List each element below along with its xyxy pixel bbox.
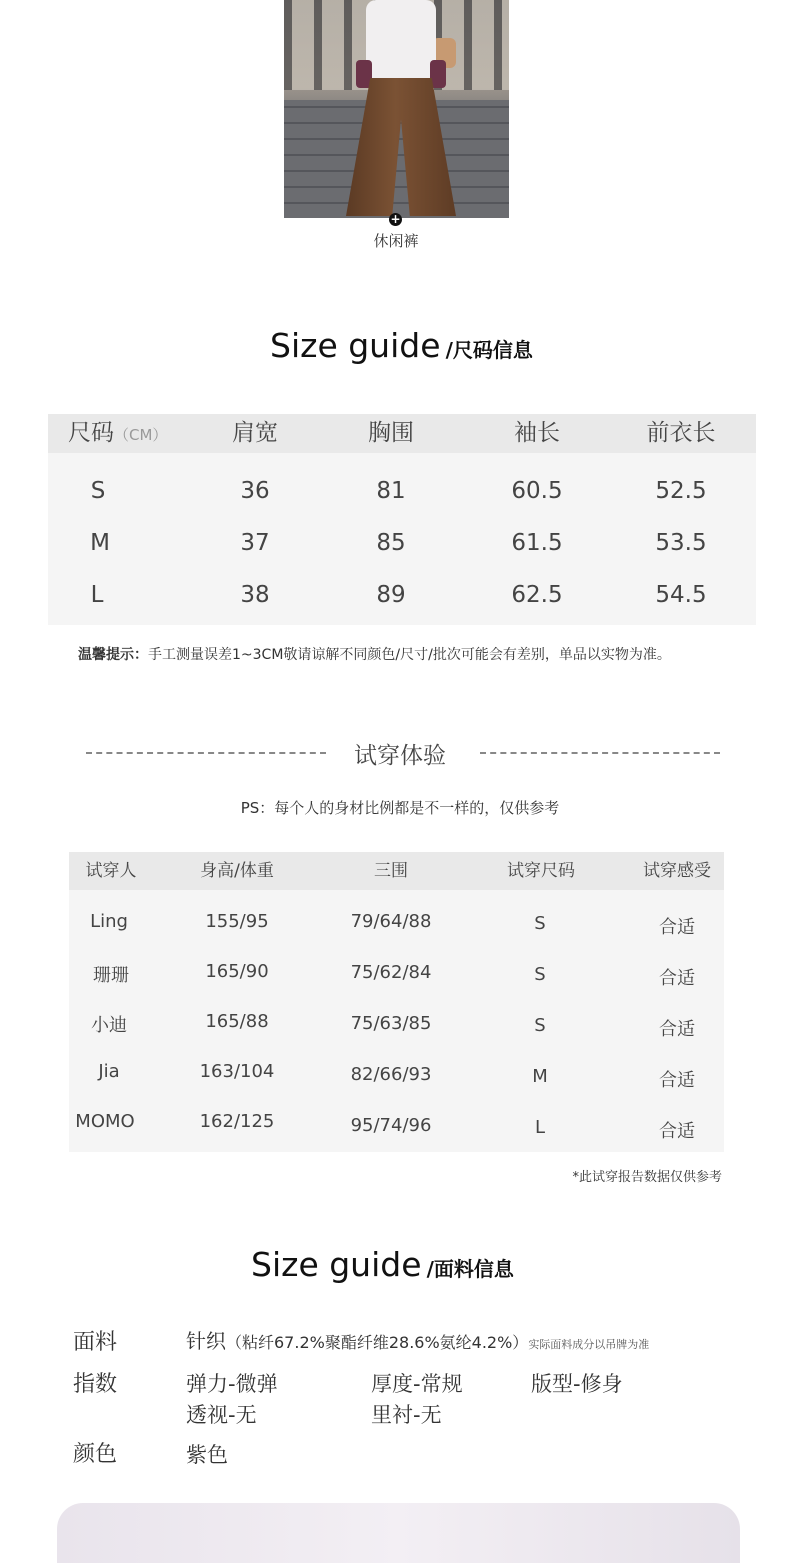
index-thickness: 厚度-常规 [371, 1372, 463, 1396]
fabric-main: 针织 [186, 1329, 226, 1353]
size-cell: 38 [240, 582, 270, 608]
fabric-composition: （粘纤67.2%聚酯纤维28.6%氨纶4.2%） [226, 1333, 529, 1352]
trial-cell: 82/66/93 [350, 1064, 432, 1085]
trial-cell: 95/74/96 [350, 1115, 432, 1136]
size-cell: 53.5 [655, 530, 707, 556]
fabric-guide-heading [251, 1245, 514, 1284]
trial-cell: 75/63/85 [350, 1013, 432, 1034]
size-header-size: 尺码（CM） [68, 420, 168, 446]
size-guide-heading [270, 326, 533, 365]
trial-cell: L [534, 1117, 546, 1138]
size-cell: 85 [376, 530, 406, 556]
trial-cell: MOMO [75, 1111, 135, 1132]
size-table-header [48, 414, 756, 453]
size-cell: 81 [376, 478, 406, 504]
trial-cell: S [534, 1015, 546, 1036]
size-cell: 62.5 [511, 582, 563, 608]
trial-cell: Jia [98, 1061, 120, 1082]
trial-table [69, 852, 724, 1152]
trial-cell: 珊珊 [93, 965, 129, 986]
trial-header-size: 试穿尺码 [507, 861, 575, 881]
trial-header-measurements: 三围 [374, 861, 408, 881]
trial-cell: 合适 [659, 917, 695, 938]
trial-cell: S [534, 913, 546, 934]
size-header-chest: 胸围 [368, 420, 414, 446]
index-fit: 版型-修身 [531, 1372, 623, 1396]
size-unit: （CM） [114, 426, 168, 444]
trial-report-note: *此试穿报告数据仅供参考 [572, 1170, 722, 1185]
tip-label: 温馨提示： [78, 647, 148, 663]
trial-cell: 75/62/84 [350, 962, 432, 983]
index-lining: 里衬-无 [371, 1403, 442, 1427]
index-elasticity: 弹力-微弹 [186, 1372, 278, 1396]
trial-cell: Ling [90, 911, 128, 932]
measurement-tip [78, 644, 671, 664]
size-table [48, 414, 756, 625]
divider-right [480, 752, 720, 754]
size-cell: 37 [240, 530, 270, 556]
trial-ps-note: PS：每个人的身材比例都是不一样的，仅供参考 [240, 799, 560, 817]
size-cell: 54.5 [655, 582, 707, 608]
fabric-label: 面料 [73, 1330, 118, 1355]
trial-cell: 79/64/88 [350, 911, 432, 932]
size-guide-subtitle: /尺码信息 [445, 338, 533, 362]
trial-cell: 165/88 [205, 1011, 269, 1032]
fabric-guide-subtitle: /面料信息 [426, 1257, 514, 1281]
size-cell: 52.5 [655, 478, 707, 504]
trial-header-height-weight: 身高/体重 [200, 861, 274, 881]
trial-cell: 163/104 [199, 1061, 275, 1082]
tip-text: 手工测量误差1~3CM敬请谅解不同颜色/尺寸/批次可能会有差别，单品以实物为准。 [148, 647, 671, 663]
size-cell: 61.5 [511, 530, 563, 556]
plus-icon[interactable]: + [390, 212, 401, 226]
trial-header-person: 试穿人 [85, 861, 137, 881]
index-label: 指数 [73, 1372, 118, 1397]
index-transparency: 透视-无 [186, 1403, 257, 1427]
divider-left [86, 752, 326, 754]
bottom-banner-image [57, 1503, 740, 1563]
trial-cell: 155/95 [205, 911, 269, 932]
size-cell: 60.5 [511, 478, 563, 504]
trial-cell: 合适 [659, 1019, 695, 1040]
size-header-length: 前衣长 [646, 420, 716, 446]
fabric-guide-title: Size guide [251, 1245, 422, 1284]
trial-header-feeling: 试穿感受 [643, 861, 711, 881]
trial-cell: 165/90 [205, 961, 269, 982]
size-header-shoulder: 肩宽 [232, 420, 278, 446]
size-cell: 89 [376, 582, 406, 608]
size-cell: L [90, 582, 104, 608]
fabric-note: 实际面料成分以吊牌为准 [528, 1338, 650, 1351]
size-cell: M [90, 530, 110, 556]
size-cell: 36 [240, 478, 270, 504]
trial-cell: 162/125 [199, 1111, 275, 1132]
color-label: 颜色 [73, 1442, 118, 1467]
trial-cell: 小迪 [91, 1015, 127, 1036]
size-header-sleeve: 袖长 [514, 420, 560, 446]
trial-table-header [69, 852, 724, 890]
fabric-value [186, 1325, 649, 1354]
product-photo [284, 0, 509, 218]
size-guide-title: Size guide [270, 326, 441, 365]
photo-caption: 休闲裤 [373, 232, 419, 250]
trial-cell: 合适 [659, 1121, 695, 1142]
trial-cell: 合适 [659, 968, 695, 989]
color-value: 紫色 [186, 1443, 228, 1467]
trial-cell: 合适 [659, 1070, 695, 1091]
trial-cell: S [534, 964, 546, 985]
size-cell: S [90, 478, 106, 504]
trial-cell: M [532, 1066, 548, 1087]
trial-title: 试穿体验 [354, 743, 446, 769]
